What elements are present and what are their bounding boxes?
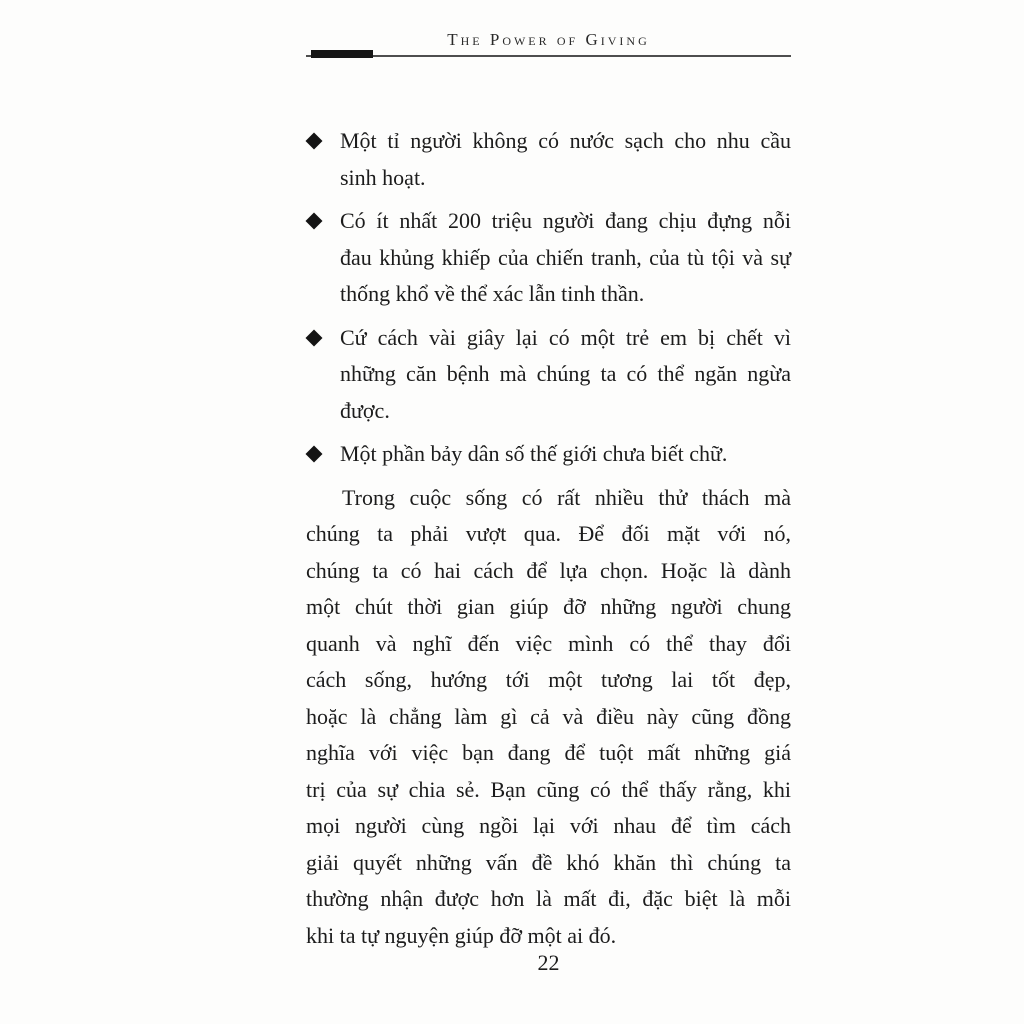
text-line: Có ít nhất 200 triệu người đang chịu đựng nỗi: [340, 208, 791, 233]
text-line: Một tỉ người không có nước sạch cho nhu cầu: [340, 128, 791, 153]
bullet-marker: [306, 203, 340, 313]
text-line: Một phần bảy dân số thế giới chưa biết chữ.: [340, 441, 728, 466]
running-header-title: The Power of Giving: [447, 30, 650, 49]
paragraph-line: giải quyết những vấn đề khó khăn thì chúng ta: [306, 849, 791, 875]
diamond-bullet-icon: [306, 133, 323, 150]
diamond-bullet-icon: [306, 213, 323, 230]
page-number: 22: [537, 950, 560, 975]
body-paragraph: [306, 480, 791, 955]
bullet-marker: [306, 320, 340, 430]
text-line: thống khổ về thể xác lẫn tinh thần.: [340, 281, 645, 306]
text-line: Cứ cách vài giây lại có một trẻ em bị chết vì: [340, 324, 791, 350]
bullet-marker: [306, 123, 340, 196]
text-line: sinh hoạt.: [340, 164, 426, 190]
paragraph-line: trị của sự chia sẻ. Bạn cũng có thể thấy rằng, khi: [306, 776, 791, 802]
text-line: đau khủng khiếp của chiến tranh, của tù tội và sự: [340, 244, 791, 270]
bullet-list: [306, 123, 791, 473]
list-item: [306, 436, 791, 473]
paragraph-line: quanh và nghĩ đến việc mình có thể thay đổi: [306, 630, 791, 656]
header-rule-accent: [311, 50, 373, 58]
bullet-text: [340, 436, 791, 473]
header-rule: [306, 55, 791, 57]
list-item: [306, 203, 791, 313]
text-line: những căn bệnh mà chúng ta có thể ngăn ngừa: [340, 361, 791, 386]
paragraph-line: chúng ta phải vượt qua. Để đối mặt với nó,: [306, 521, 791, 546]
bullet-text: [340, 123, 791, 196]
bullet-text: [340, 203, 791, 313]
list-item: [306, 320, 791, 430]
paragraph-line: khi ta tự nguyện giúp đỡ một ai đó.: [306, 922, 617, 948]
diamond-bullet-icon: [306, 329, 323, 346]
paragraph-line: thường nhận được hơn là mất đi, đặc biệt là mỗi: [306, 886, 791, 911]
bullet-marker: [306, 436, 340, 473]
paragraph-line: hoặc là chẳng làm gì cả và điều này cũng đồng: [306, 703, 791, 729]
paragraph-line: một chút thời gian giúp đỡ những người chung: [306, 594, 791, 619]
list-item: [306, 123, 791, 196]
paragraph-line: cách sống, hướng tới một tương lai tốt đẹp,: [306, 667, 791, 692]
paragraph-line: nghĩa với việc bạn đang để tuột mất những giá: [306, 740, 791, 765]
bullet-text: [340, 320, 791, 430]
text-line: được.: [340, 397, 390, 423]
paragraph-line: Trong cuộc sống có rất nhiều thử thách mà: [342, 484, 791, 510]
page-content: [306, 30, 791, 954]
diamond-bullet-icon: [306, 446, 323, 463]
paragraph-line: chúng ta có hai cách để lựa chọn. Hoặc là dành: [306, 557, 791, 583]
paragraph-line: mọi người cùng ngồi lại với nhau để tìm cách: [306, 813, 791, 838]
